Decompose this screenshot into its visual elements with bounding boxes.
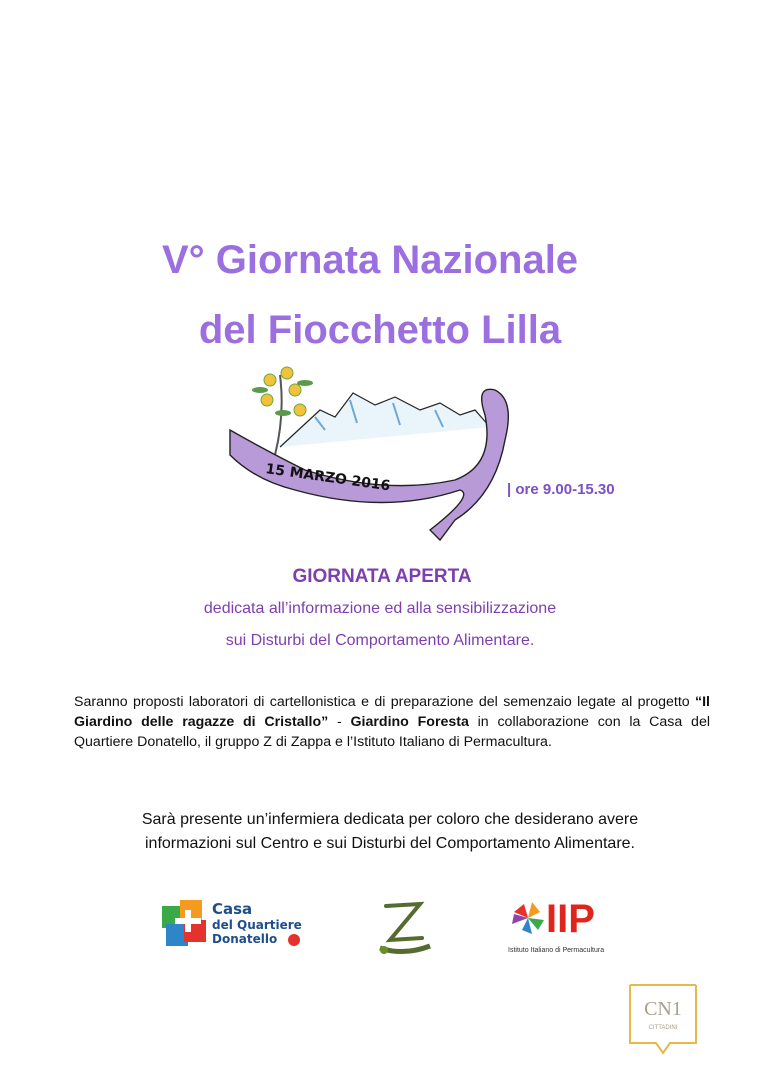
subtitle-line-2: sui Disturbi del Comportamento Alimentare. — [225, 632, 535, 649]
cn1-text: CN1 — [644, 998, 682, 1020]
title-line-2: del Fiocchetto Lilla — [198, 308, 562, 352]
event-date: 15 MARZO 2016 — [264, 461, 392, 495]
ribbon-mountains-illustration — [225, 355, 535, 545]
notice-line-1: Sarà presente un’infermiera dedicata per coloro che desiderano avere — [141, 811, 639, 828]
event-hours: | ore 9.00-15.30 — [507, 481, 615, 498]
casa-line-1: Casa — [212, 900, 253, 918]
iip-text: IIP — [546, 897, 595, 941]
iip-caption: Istituto Italiano di Permacultura — [508, 947, 605, 954]
description-paragraph — [74, 692, 710, 752]
garden-name: Giardino Foresta — [350, 714, 469, 730]
nurse-notice — [60, 808, 720, 856]
para-text-1: Saranno proposti laboratori di cartellonistica e di preparazione del semenzaio legate al progetto — [74, 694, 696, 710]
title-line-1: V° Giornata Nazionale — [161, 238, 579, 282]
para-text-3: in collaborazione con la Casa del Quartiere Donatello, il gruppo Z di Zappa e l’Istituto Italiano di Permacultura. — [74, 714, 710, 750]
subtitle-line-1: dedicata all’informazione ed alla sensibilizzazione — [203, 600, 557, 617]
notice-line-2: informazioni sul Centro e sui Disturbi del Comportamento Alimentare. — [145, 835, 635, 852]
gruppo-z-logo — [372, 896, 436, 960]
casa-quartiere-logo — [160, 896, 310, 952]
para-text-2: - — [328, 714, 351, 730]
casa-line-2: del Quartiere — [212, 918, 302, 932]
casa-line-3: Donatello — [212, 932, 278, 946]
iip-permacultura-logo — [508, 894, 618, 956]
cn1-caption: CITTADINI — [648, 1025, 678, 1031]
open-day-heading: GIORNATA APERTA — [292, 566, 472, 587]
project-name: “Il Giardino delle ragazze di Cristallo” — [74, 694, 710, 730]
mountains-shape — [280, 393, 490, 447]
cn1-cittadini-logo — [626, 983, 700, 1059]
